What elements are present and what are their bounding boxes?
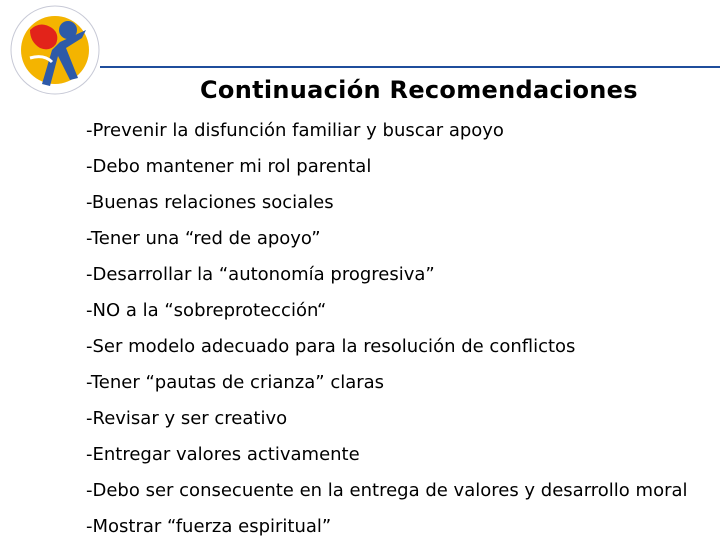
list-item: -Prevenir la disfunción familiar y buscar apoyo xyxy=(86,120,504,141)
list-item: -NO a la “sobreprotección“ xyxy=(86,300,327,321)
list-item: -Buenas relaciones sociales xyxy=(86,192,334,213)
list-item: -Desarrollar la “autonomía progresiva” xyxy=(86,264,435,285)
list-item: -Ser modelo adecuado para la resolución de conflictos xyxy=(86,336,576,357)
list-item: -Debo mantener mi rol parental xyxy=(86,156,372,177)
list-item: -Mostrar “fuerza espiritual” xyxy=(86,516,332,537)
logo-graphic xyxy=(0,0,110,110)
list-item: -Tener una “red de apoyo” xyxy=(86,228,321,249)
header-rule xyxy=(100,66,720,68)
list-item: -Revisar y ser creativo xyxy=(86,408,288,429)
list-item: -Entregar valores activamente xyxy=(86,444,360,465)
list-item: -Tener “pautas de crianza” claras xyxy=(86,372,385,393)
list-item: -Debo ser consecuente en la entrega de valores y desarrollo moral xyxy=(86,480,688,501)
recommendations-list xyxy=(86,116,688,548)
institution-logo xyxy=(0,0,110,110)
page-title: Continuación Recomendaciones xyxy=(200,76,638,104)
